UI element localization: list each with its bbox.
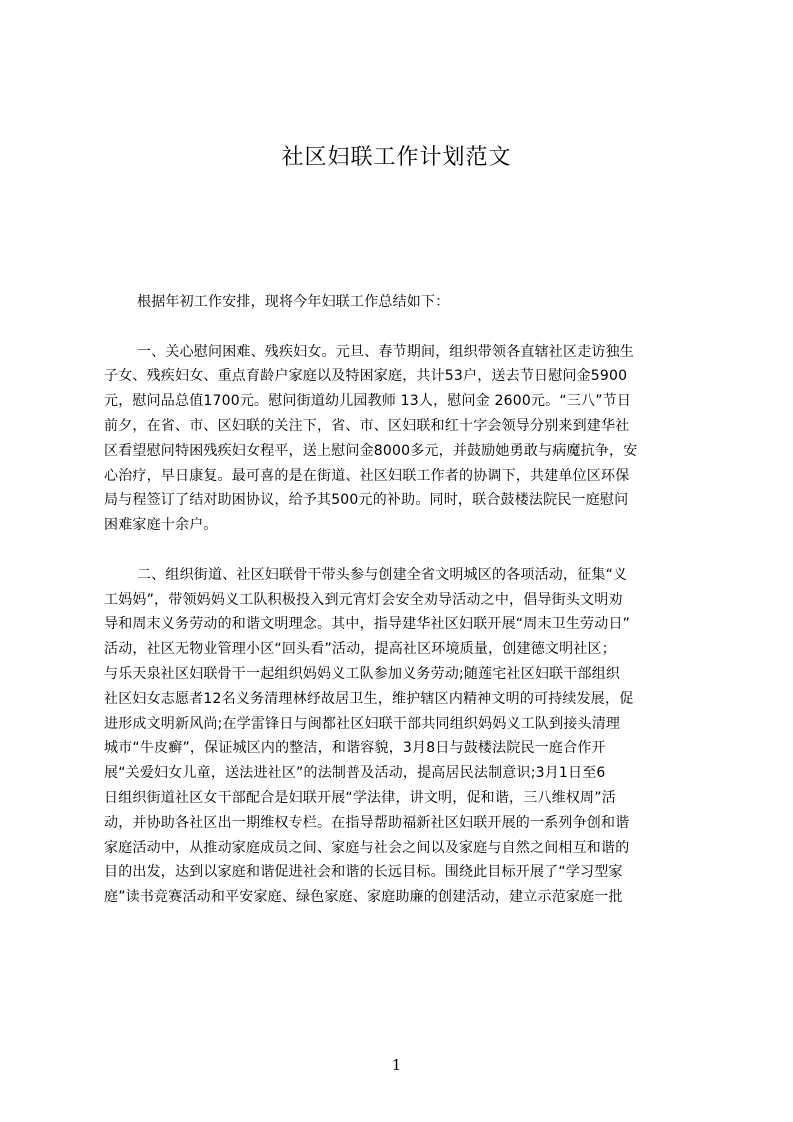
section1-line: 区看望慰问特困残疾妇女程平，送上慰问金8000多元，并鼓励她勇敢与病魔抗争，安 — [104, 442, 638, 459]
section2-line: 导和周末义务劳动的和谐文明理念。其中，指导建华社区妇联开展“周末卫生劳动日” — [104, 616, 631, 633]
document-body — [104, 290, 698, 910]
section2-line: 展“关爱妇女儿童，送法进社区”的法制普及活动，提高居民法制意识;3月1日至6 — [104, 765, 606, 782]
page-number: 1 — [391, 1056, 402, 1074]
section2-line: 与乐天泉社区妇联骨干一起组织妈妈义工队参加义务劳动;随莲宅社区妇联干部组织 — [104, 665, 621, 682]
section1-line: 一、关心慰问困难、残疾妇女。元旦、春节期间，组织带领各直辖社区走访独生 — [137, 343, 634, 360]
section2-line: 社区妇女志愿者12名义务清理林纾故居卫生，维护辖区内精神文明的可持续发展，促 — [104, 690, 634, 707]
section1-line: 困难家庭十余户。 — [104, 517, 218, 534]
section2-line: 目的出发，达到以家庭和谐促进社会和谐的长远目标。围绕此目标开展了“学习型家 — [104, 864, 623, 881]
document-title: 社区妇联工作计划范文 — [281, 145, 512, 170]
section1-line: 心治疗，早日康复。最可喜的是在街道、社区妇联工作者的协调下，共建单位区环保 — [104, 467, 630, 484]
intro-paragraph: 根据年初工作安排，现将今年妇联工作总结如下： — [137, 294, 450, 310]
section1-line: 元，慰问品总值1700元。慰问街道幼儿园教师 13人，慰问金 2600元。“三八”节日 — [104, 393, 632, 410]
section1-line: 前夕，在省、市、区妇联的关注下，省、市、区妇联和红十字会领导分别来到建华社 — [104, 417, 630, 434]
paragraph-gap — [104, 315, 698, 340]
section2-line: 动，并协助各社区出一期维权专栏。在指导帮助福新社区妇联开展的一系列争创和谐 — [104, 814, 630, 831]
section1-line: 子女、残疾妇女、重点育龄户家庭以及特困家庭，共计53户，送去节日慰问金5900 — [104, 368, 628, 385]
section2-line: 日组织街道社区女干部配合是妇联开展“学法律，讲文明，促和谐，三八维权周”活 — [104, 789, 616, 806]
section2-line: 庭”读书竞赛活动和平安家庭、绿色家庭、家庭助廉的创建活动，建立示范家庭一批 — [104, 889, 623, 906]
section2-line: 城市“牛皮癣”，保证城区内的整洁，和谐容貌，3月8日与鼓楼法院民一庭合作开 — [104, 740, 606, 757]
section2-line: 进形成文明新风尚;在学雷锋日与闽都社区妇联干部共同组织妈妈义工队到接头清理 — [104, 715, 621, 732]
section2-line: 工妈妈”，带领妈妈义工队积极投入到元宵灯会安全劝导活动之中，倡导街头文明劝 — [104, 591, 623, 608]
section2-line: 家庭活动中，从推动家庭成员之间、家庭与社会之间以及家庭与自然之间相互和谐的 — [104, 839, 630, 856]
section1-line: 局与程签订了结对助困协议，给予其500元的补助。同时，联合鼓楼法院民一庭慰问 — [104, 492, 629, 509]
paragraph-gap — [104, 538, 698, 563]
section2-line: 二、组织街道、社区妇联骨干带头参与创建全省文明城区的各项活动，征集“义 — [137, 566, 628, 583]
section2-line: 活动，社区无物业管理小区“回头看”活动，提高社区环境质量，创建德文明社区； — [104, 641, 616, 658]
